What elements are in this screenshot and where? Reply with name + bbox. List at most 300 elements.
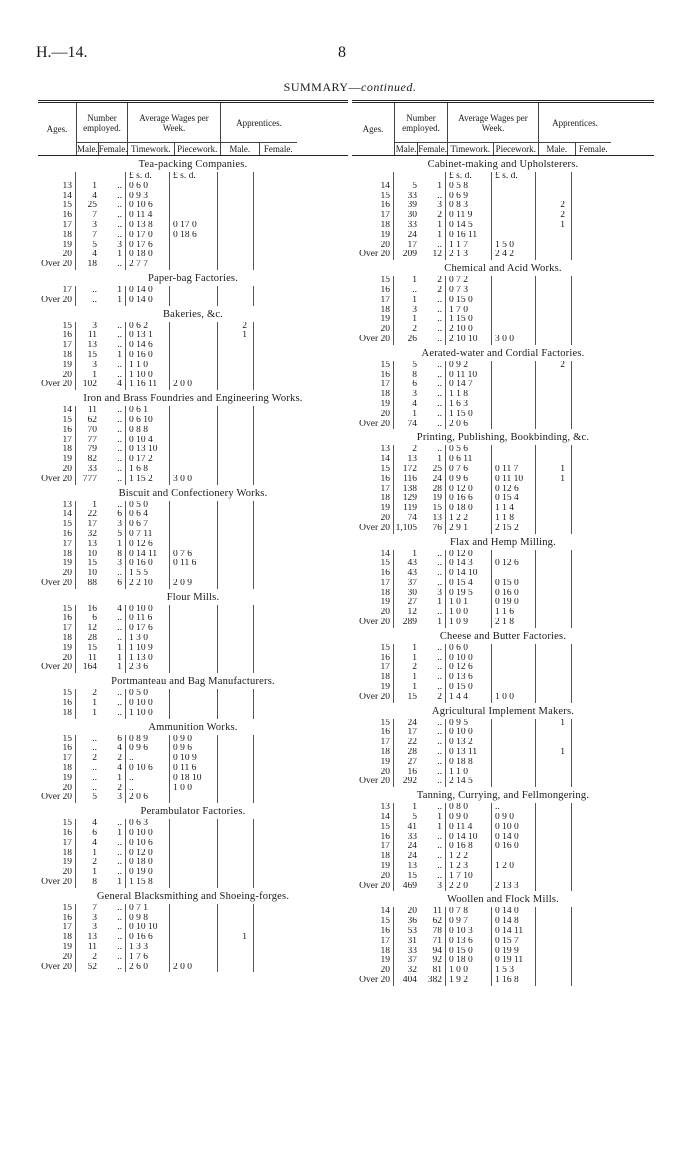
age-cell: 13 <box>38 501 76 511</box>
piecework-wage: 0 11 7 <box>492 465 536 475</box>
age-cell: 19 <box>38 361 76 371</box>
age-cell: 16 <box>38 426 76 436</box>
apprentice-male <box>218 465 254 475</box>
table-row <box>352 758 654 768</box>
male-count: 4 <box>92 191 97 201</box>
piecework-wage: 1 16 8 <box>492 976 536 986</box>
male-count: 2 <box>412 663 417 673</box>
apprentice-male <box>536 504 572 514</box>
table-row <box>38 341 348 351</box>
age-cell: 20 <box>38 371 76 381</box>
table-row <box>352 947 654 957</box>
timework-wage: 0 16 8 <box>446 842 492 852</box>
piecework-wage <box>492 644 536 654</box>
apprentice-male <box>218 416 254 426</box>
table-row <box>38 923 348 933</box>
average-wages-header: Average Wages per Week. Timework. Piecework. <box>128 103 221 155</box>
male-count: .. <box>92 744 97 754</box>
piecework-wage <box>170 624 218 634</box>
table-row <box>38 371 348 381</box>
male-count: 28 <box>407 748 417 758</box>
piecework-wage: 0 14 0 <box>492 833 536 843</box>
apprentice-female <box>572 882 608 892</box>
timework-wage: 0 6 4 <box>126 510 170 520</box>
apprentice-male <box>218 963 254 973</box>
age-cell: 18 <box>38 445 76 455</box>
apprentice-female <box>254 211 294 221</box>
apprentice-female <box>572 917 608 927</box>
female-count: .. <box>100 923 126 933</box>
timework-wage: 0 9 8 <box>126 914 170 924</box>
table-row <box>352 579 654 589</box>
apprentice-female <box>254 699 294 709</box>
table-row <box>38 914 348 924</box>
timework-wage: 1 3 3 <box>126 943 170 953</box>
apprentice-male <box>536 569 572 579</box>
male-count: 13 <box>407 455 417 465</box>
female-count: 4 <box>100 380 126 390</box>
apprentice-male: 1 <box>218 331 254 341</box>
piecework-wage <box>492 420 536 430</box>
male-count: 52 <box>87 962 97 972</box>
timework-wage: 0 13 1 <box>126 331 170 341</box>
female-count: 1 <box>100 250 126 260</box>
male-count: .. <box>412 285 417 295</box>
age-cell: 20 <box>38 465 76 475</box>
table-row <box>352 777 654 787</box>
industry-section <box>38 488 348 589</box>
table-row <box>38 784 348 794</box>
industry-section <box>352 348 654 430</box>
female-count: .. <box>100 406 126 416</box>
section-title: Perambulator Factories. <box>140 806 246 818</box>
age-cell: 14 <box>38 406 76 416</box>
piecework-wage <box>170 296 218 306</box>
apprentice-female <box>254 624 294 634</box>
apprentice-male <box>218 231 254 241</box>
table-row <box>38 579 348 589</box>
male-count: 32 <box>87 529 97 539</box>
timework-wage: 0 5 0 <box>126 689 170 699</box>
average-wages-header: Average Wages per Week. Timework. Piecework. <box>448 103 539 155</box>
age-cell: Over 20 <box>38 296 76 306</box>
table-row <box>352 296 654 306</box>
table-row <box>38 211 348 221</box>
piecework-wage <box>170 914 218 924</box>
male-count: 15 <box>407 871 417 881</box>
timework-wage: 0 14 3 <box>446 559 492 569</box>
timework-wage: 0 14 0 <box>126 286 170 296</box>
apprentice-female <box>254 406 294 416</box>
apprentice-female <box>254 614 294 624</box>
apprentice-female <box>572 286 608 296</box>
female-count: .. <box>100 341 126 351</box>
industry-section <box>352 706 654 788</box>
piecework-wage <box>492 768 536 778</box>
age-cell: Over 20 <box>38 963 76 973</box>
timework-wage: 2 0 6 <box>446 420 492 430</box>
ages-header: Ages. <box>352 103 395 155</box>
apprentice-male <box>536 485 572 495</box>
male-count: 62 <box>87 415 97 425</box>
piecework-wage: 0 11 10 <box>492 475 536 485</box>
apprentice-male <box>536 455 572 465</box>
male-count: 3 <box>92 913 97 923</box>
piecework-wage <box>170 182 218 192</box>
apprentice-female <box>254 644 294 654</box>
section-title: Tea-packing Companies. <box>138 159 248 170</box>
apprentice-male <box>536 966 572 976</box>
male-count: 24 <box>407 230 417 240</box>
timework-wage: 0 13 6 <box>446 937 492 947</box>
apprentice-male <box>218 211 254 221</box>
apprentice-male <box>218 784 254 794</box>
apprentice-female <box>572 803 608 813</box>
apprentice-male <box>218 654 254 664</box>
male-count: 8 <box>92 878 97 888</box>
piecework-wage: 0 18 6 <box>170 231 218 241</box>
apprentice-female <box>572 276 608 286</box>
timework-wage: 0 18 0 <box>126 250 170 260</box>
table-row <box>352 728 654 738</box>
age-cell: 19 <box>38 774 76 784</box>
table-row <box>38 559 348 569</box>
timework-wage: 0 18 8 <box>446 758 492 768</box>
age-cell: Over 20 <box>352 618 394 628</box>
age-cell: 15 <box>38 201 76 211</box>
age-cell: 18 <box>352 494 394 504</box>
piecework-wage: 0 11 6 <box>170 559 218 569</box>
apprentice-female <box>254 192 294 202</box>
apprentice-male <box>536 420 572 430</box>
apprentice-male: 2 <box>536 211 572 221</box>
male-count: 12 <box>87 624 97 634</box>
apprentice-male <box>218 579 254 589</box>
piecework-wage <box>492 306 536 316</box>
male-count: 172 <box>402 464 417 474</box>
piecework-wage: 0 15 7 <box>492 937 536 947</box>
table-row <box>38 436 348 446</box>
table-row <box>38 858 348 868</box>
age-cell: 20 <box>352 325 394 335</box>
male-count: 1 <box>92 708 97 718</box>
apprentice-male <box>218 341 254 351</box>
apprentice-female <box>572 777 608 787</box>
female-count: .. <box>420 644 446 654</box>
timework-wage: 0 14 11 <box>126 550 170 560</box>
female-count: 2 <box>100 754 126 764</box>
male-count: 15 <box>407 692 417 702</box>
apprentice-female <box>254 878 294 888</box>
table-row <box>352 852 654 862</box>
female-count: 382 <box>420 976 446 986</box>
industry-section <box>352 631 654 703</box>
apprentice-male <box>536 390 572 400</box>
timework-wage: 1 2 3 <box>446 862 492 872</box>
section-title: Bakeries, &c. <box>162 308 224 320</box>
apprentice-female <box>254 520 294 530</box>
female-count: .. <box>420 673 446 683</box>
table-row <box>38 455 348 465</box>
male-count: 6 <box>92 829 97 839</box>
table-row <box>352 976 654 986</box>
piecework-wage <box>492 192 536 202</box>
piecework-wage <box>170 858 218 868</box>
female-count: 2 <box>420 286 446 296</box>
apprentice-female <box>572 361 608 371</box>
female-count: .. <box>420 758 446 768</box>
male-count: 33 <box>407 946 417 956</box>
timework-wage: 0 10 4 <box>126 436 170 446</box>
age-cell: 15 <box>38 322 76 332</box>
timework-wage: 1 13 0 <box>126 654 170 664</box>
apprentice-female <box>254 923 294 933</box>
female-count: .. <box>420 315 446 325</box>
piecework-wage: 1 0 0 <box>170 784 218 794</box>
apprentice-female <box>254 260 294 270</box>
apprentice-male <box>218 530 254 540</box>
male-count: 3 <box>92 321 97 331</box>
male-count: 22 <box>87 510 97 520</box>
table-row <box>352 550 654 560</box>
piecework-wage <box>170 644 218 654</box>
female-count: .. <box>100 221 126 231</box>
female-count: .. <box>100 475 126 485</box>
piecework-wage: 0 14 11 <box>492 927 536 937</box>
female-count: .. <box>420 683 446 693</box>
table-row <box>38 624 348 634</box>
age-cell: 13 <box>38 182 76 192</box>
female-count: 1 <box>420 618 446 628</box>
apprentice-female <box>254 744 294 754</box>
male-count: 16 <box>407 767 417 777</box>
age-cell: 17 <box>38 624 76 634</box>
apprentice-female <box>572 872 608 882</box>
table-row <box>352 192 654 202</box>
age-cell: 19 <box>352 598 394 608</box>
apprentice-female <box>254 231 294 241</box>
empty-cell <box>420 172 446 182</box>
female-count: .. <box>100 914 126 924</box>
timework-wage: 0 14 10 <box>446 569 492 579</box>
apprentice-female <box>572 598 608 608</box>
table-row <box>352 927 654 937</box>
table-row <box>352 211 654 221</box>
apprentice-female <box>254 331 294 341</box>
female-count: .. <box>100 182 126 192</box>
age-cell: 19 <box>352 504 394 514</box>
apprentice-male <box>218 445 254 455</box>
timework-wage: 0 10 0 <box>126 605 170 615</box>
number-employed-header: Number employed. Male. Female. <box>395 103 448 155</box>
male-count: 22 <box>407 738 417 748</box>
age-cell: Over 20 <box>38 260 76 270</box>
female-count: .. <box>420 663 446 673</box>
female-count: 71 <box>420 937 446 947</box>
male-count: 4 <box>92 250 97 260</box>
male-count: 74 <box>407 513 417 523</box>
timework-wage: 0 8 3 <box>446 201 492 211</box>
table-row <box>352 768 654 778</box>
age-cell: Over 20 <box>352 777 394 787</box>
empty-cell <box>254 172 294 182</box>
apprentice-male <box>536 852 572 862</box>
table-row <box>352 494 654 504</box>
female-count: .. <box>420 192 446 202</box>
table-row <box>38 793 348 803</box>
female-count: 15 <box>420 504 446 514</box>
male-count: 4 <box>412 399 417 409</box>
timework-wage: 1 15 0 <box>446 410 492 420</box>
apprentice-male <box>218 709 254 719</box>
piecework-wage <box>492 719 536 729</box>
timework-wage: 0 7 1 <box>126 904 170 914</box>
female-count: .. <box>100 709 126 719</box>
table-row <box>38 331 348 341</box>
male-count: 18 <box>87 260 97 270</box>
piecework-wage <box>170 371 218 381</box>
apprentice-female <box>254 445 294 455</box>
industry-section <box>38 159 348 270</box>
table-row <box>38 764 348 774</box>
piecework-wage <box>492 728 536 738</box>
apprentice-male <box>218 634 254 644</box>
apprentice-female <box>572 550 608 560</box>
timework-wage: 2 0 6 <box>126 793 170 803</box>
apprentice-female <box>254 654 294 664</box>
age-cell: 18 <box>352 852 394 862</box>
timework-wage: 0 14 7 <box>446 380 492 390</box>
female-count: .. <box>100 201 126 211</box>
apprentice-female <box>572 296 608 306</box>
piecework-wage <box>492 211 536 221</box>
male-count: 11 <box>87 943 97 952</box>
table-row <box>352 748 654 758</box>
female-count: .. <box>100 322 126 332</box>
timework-wage: 0 10 0 <box>446 728 492 738</box>
female-count: 8 <box>100 550 126 560</box>
female-count: .. <box>420 728 446 738</box>
male-count: 20 <box>407 907 417 917</box>
piecework-wage <box>170 819 218 829</box>
age-cell: 17 <box>352 485 394 495</box>
age-cell: 19 <box>38 241 76 251</box>
table-row <box>352 371 654 381</box>
column-header <box>38 103 348 156</box>
apprentice-female <box>254 416 294 426</box>
male-count: 3 <box>412 390 417 400</box>
male-count: 33 <box>87 464 97 474</box>
table-row <box>38 426 348 436</box>
piecework-wage: 0 19 0 <box>492 598 536 608</box>
table-row <box>352 803 654 813</box>
industry-section <box>38 722 348 804</box>
apprentice-female <box>572 465 608 475</box>
apprentice-female <box>254 569 294 579</box>
female-count: .. <box>100 501 126 511</box>
male-count: 15 <box>87 643 97 653</box>
apprentice-female <box>572 842 608 852</box>
apprentice-male <box>218 754 254 764</box>
table-row <box>352 618 654 628</box>
age-cell: 16 <box>352 371 394 381</box>
male-count: 15 <box>87 350 97 360</box>
female-count: .. <box>420 241 446 251</box>
timework-wage: 0 15 4 <box>446 579 492 589</box>
age-cell: 20 <box>38 654 76 664</box>
table-row <box>38 644 348 654</box>
apprentice-male <box>536 410 572 420</box>
left-table-body <box>38 159 348 972</box>
industry-section <box>352 537 654 628</box>
piecework-wage: .. <box>492 803 536 813</box>
male-count: 16 <box>87 604 97 614</box>
timework-wage: 0 14 10 <box>446 833 492 843</box>
left-panel <box>38 100 348 972</box>
age-cell: 17 <box>38 839 76 849</box>
age-cell: 20 <box>38 569 76 579</box>
female-count: 5 <box>100 530 126 540</box>
apprentice-male <box>218 953 254 963</box>
apprentice-male <box>218 559 254 569</box>
piecework-wage: 2 15 2 <box>492 524 536 534</box>
section-title: Portmanteau and Bag Manufacturers. <box>111 676 275 688</box>
apprentice-male: 2 <box>218 322 254 332</box>
apprentice-female <box>254 605 294 615</box>
apprentice-female <box>572 862 608 872</box>
age-cell: 18 <box>352 306 394 316</box>
apprentice-male <box>536 231 572 241</box>
piecework-wage <box>492 852 536 862</box>
apprentice-male <box>218 793 254 803</box>
apprentice-female <box>254 201 294 211</box>
female-count: .. <box>420 361 446 371</box>
apprentice-female <box>254 426 294 436</box>
piecework-wage <box>170 286 218 296</box>
piecework-wage <box>492 221 536 231</box>
currency-units-row <box>38 172 348 182</box>
age-cell: 17 <box>38 436 76 446</box>
piecework-wage: 0 12 6 <box>492 485 536 495</box>
timework-wage: 0 19 0 <box>126 868 170 878</box>
apprentice-female <box>572 306 608 316</box>
female-count: 6 <box>100 510 126 520</box>
female-count: 81 <box>420 966 446 976</box>
female-count: 3 <box>420 589 446 599</box>
apprentice-female <box>254 286 294 296</box>
table-row <box>352 693 654 703</box>
empty-cell <box>100 172 126 182</box>
apprentice-male <box>218 839 254 849</box>
age-cell: 13 <box>352 803 394 813</box>
male-count: 2 <box>412 325 417 335</box>
apprentice-female <box>572 768 608 778</box>
apprentice-female <box>572 907 608 917</box>
apprentice-female <box>254 793 294 803</box>
apprentice-male: 1 <box>536 221 572 231</box>
apprentice-male: 2 <box>536 361 572 371</box>
male-count: 1 <box>412 803 417 813</box>
apprentice-female <box>572 976 608 986</box>
male-count: 2 <box>92 754 97 764</box>
timework-wage: 0 12 6 <box>446 663 492 673</box>
timework-wage: 0 9 3 <box>126 192 170 202</box>
timework-wage: 1 0 0 <box>446 608 492 618</box>
table-row <box>352 813 654 823</box>
piecework-wage: 0 15 4 <box>492 494 536 504</box>
male-count: 5 <box>92 240 97 250</box>
apprentice-female <box>572 748 608 758</box>
